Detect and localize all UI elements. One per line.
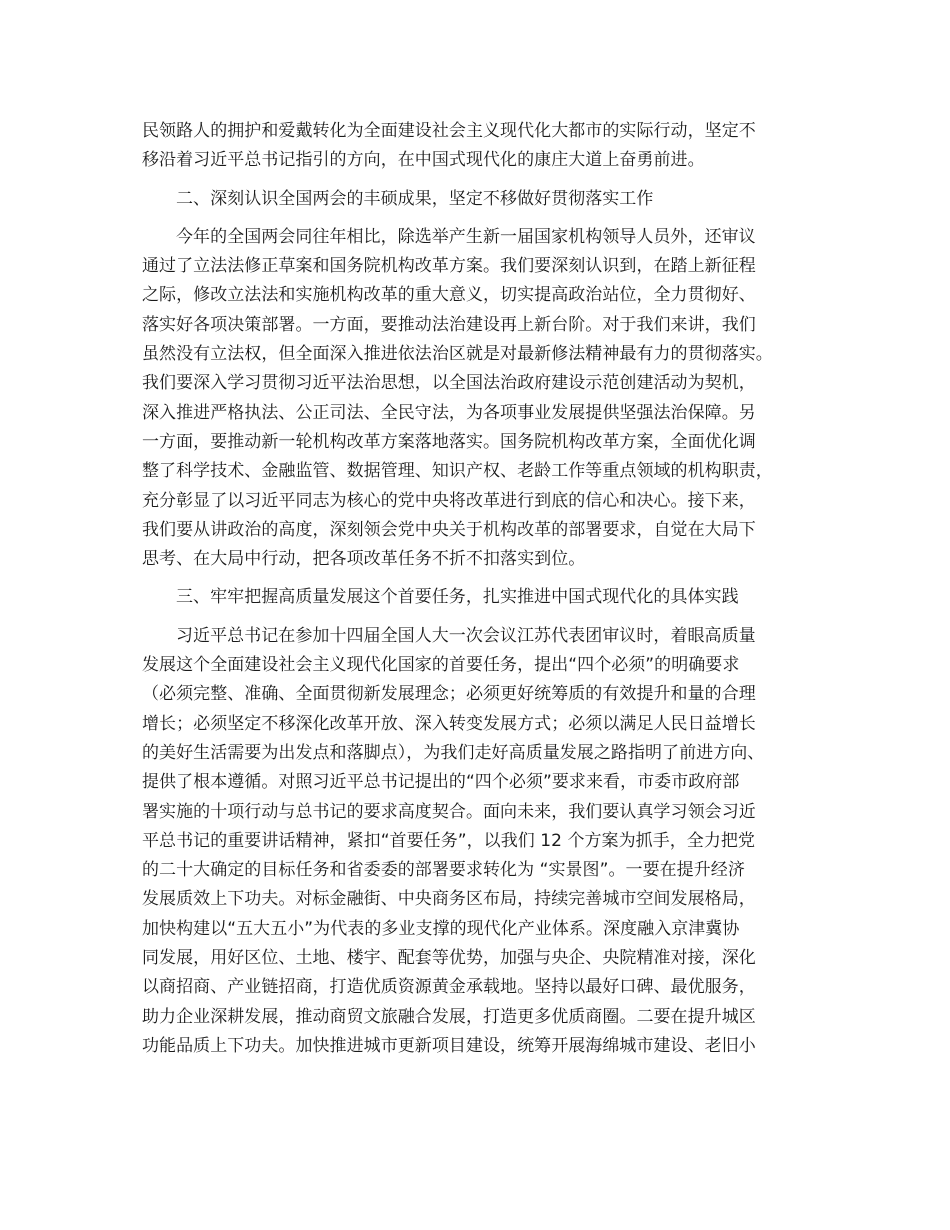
text-line: 之际，修改立法法和实施机构改革的重大意义，切实提高政治站位，全力贯彻好、 [142,285,756,306]
text-line: 一方面，要推动新一轮机构改革方案落地落实。国务院机构改革方案，全面优化调 [142,431,756,452]
text-line: 移沿着习近平总书记指引的方向，在中国式现代化的康庄大道上奋勇前进。 [142,150,705,171]
text-line: 虽然没有立法权，但全面深入推进依法治区就是对最新修法精神最有力的贯彻落实。 [142,344,773,365]
paragraph-section-2 [142,223,832,575]
text-line: 同发展，用好区位、土地、楼宇、配套等优势，加强与央企、央院精准对接，深化 [142,948,756,969]
text-line: 平总书记的重要讲话精神，紧扣“首要任务”，以我们 12 个方案为抓手，全力把党 [142,830,756,851]
text-line: 加快构建以“五大五小”为代表的多业支撑的现代化产业体系。深度融入京津冀协 [142,918,740,939]
text-line: 发展这个全面建设社会主义现代化国家的首要任务，提出“四个必须”的明确要求 [142,655,740,676]
text-line: 提供了根本遵循。对照习近平总书记提出的“四个必须”要求来看，市委市政府部 [142,772,740,793]
text-line: 功能品质上下功夫。加快推进城市更新项目建设，统筹开展海绵城市建设、老旧小 [142,1035,756,1056]
text-line: 充分彰显了以习近平同志为核心的党中央将改革进行到底的信心和决心。接下来， [142,490,756,511]
section-heading-2 [142,185,832,214]
text-line: 落实好各项决策部署。一方面，要推动法治建设再上新台阶。对于我们来讲，我们 [142,314,756,335]
document-body [142,117,832,1061]
heading-line: 二、深刻认识全国两会的丰硕成果，坚定不移做好贯彻落实工作 [176,188,654,209]
text-line: 的二十大确定的目标任务和省委委的部署要求转化为 “实景图”。一要在提升经济 [142,860,745,881]
text-line: 民领路人的拥护和爱戴转化为全面建设社会主义现代化大都市的实际行动，坚定不 [142,121,756,141]
text-line: 署实施的十项行动与总书记的要求高度契合。面向未来，我们要认真学习领会习近 [142,801,756,822]
text-line: 今年的全国两会同往年相比，除选举产生新一届国家机构领导人员外，还审议 [176,226,756,247]
text-line: 我们要从讲政治的高度，深刻领会党中央关于机构改革的部署要求，自觉在大局下 [142,519,756,540]
text-line: 习近平总书记在参加十四届全国人大一次会议江苏代表团审议时，着眼高质量 [176,625,756,646]
paragraph-continuation [142,117,832,176]
text-line: 整了科学技术、金融监管、数据管理、知识产权、老龄工作等重点领域的机构职责， [142,461,773,482]
heading-line: 三、牢牢把握高质量发展这个首要任务，扎实推进中国式现代化的具体实践 [176,587,739,608]
text-line: 的美好生活需要为出发点和落脚点），为我们走好高质量发展之路指明了前进方向、 [142,742,765,763]
text-line: 思考、在大局中行动，把各项改革任务不折不扣落实到位。 [142,549,586,570]
text-line: 深入推进严格执法、公正司法、全民守法，为各项事业发展提供坚强法治保障。另 [142,402,756,423]
paragraph-section-3 [142,622,832,1061]
text-line: 发展质效上下功夫。对标金融街、中央商务区布局，持续完善城市空间发展格局， [142,889,756,910]
section-heading-3 [142,583,832,612]
text-line: 助力企业深耕发展，推动商贸文旅融合发展，打造更多优质商圈。二要在提升城区 [142,1006,756,1027]
text-line: 以商招商、产业链招商，打造优质资源黄金承载地。坚持以最好口碑、最优服务， [142,977,756,998]
text-line: （必须完整、准确、全面贯彻新发展理念；必须更好统筹质的有效提升和量的合理 [142,684,756,705]
text-line: 我们要深入学习贯彻习近平法治思想，以全国法治政府建设示范创建活动为契机， [142,373,756,394]
text-line: 通过了立法法修正草案和国务院机构改革方案。我们要深刻认识到，在踏上新征程 [142,256,756,277]
text-line: 增长；必须坚定不移深化改革开放、深入转变发展方式；必须以满足人民日益增长 [142,713,756,734]
